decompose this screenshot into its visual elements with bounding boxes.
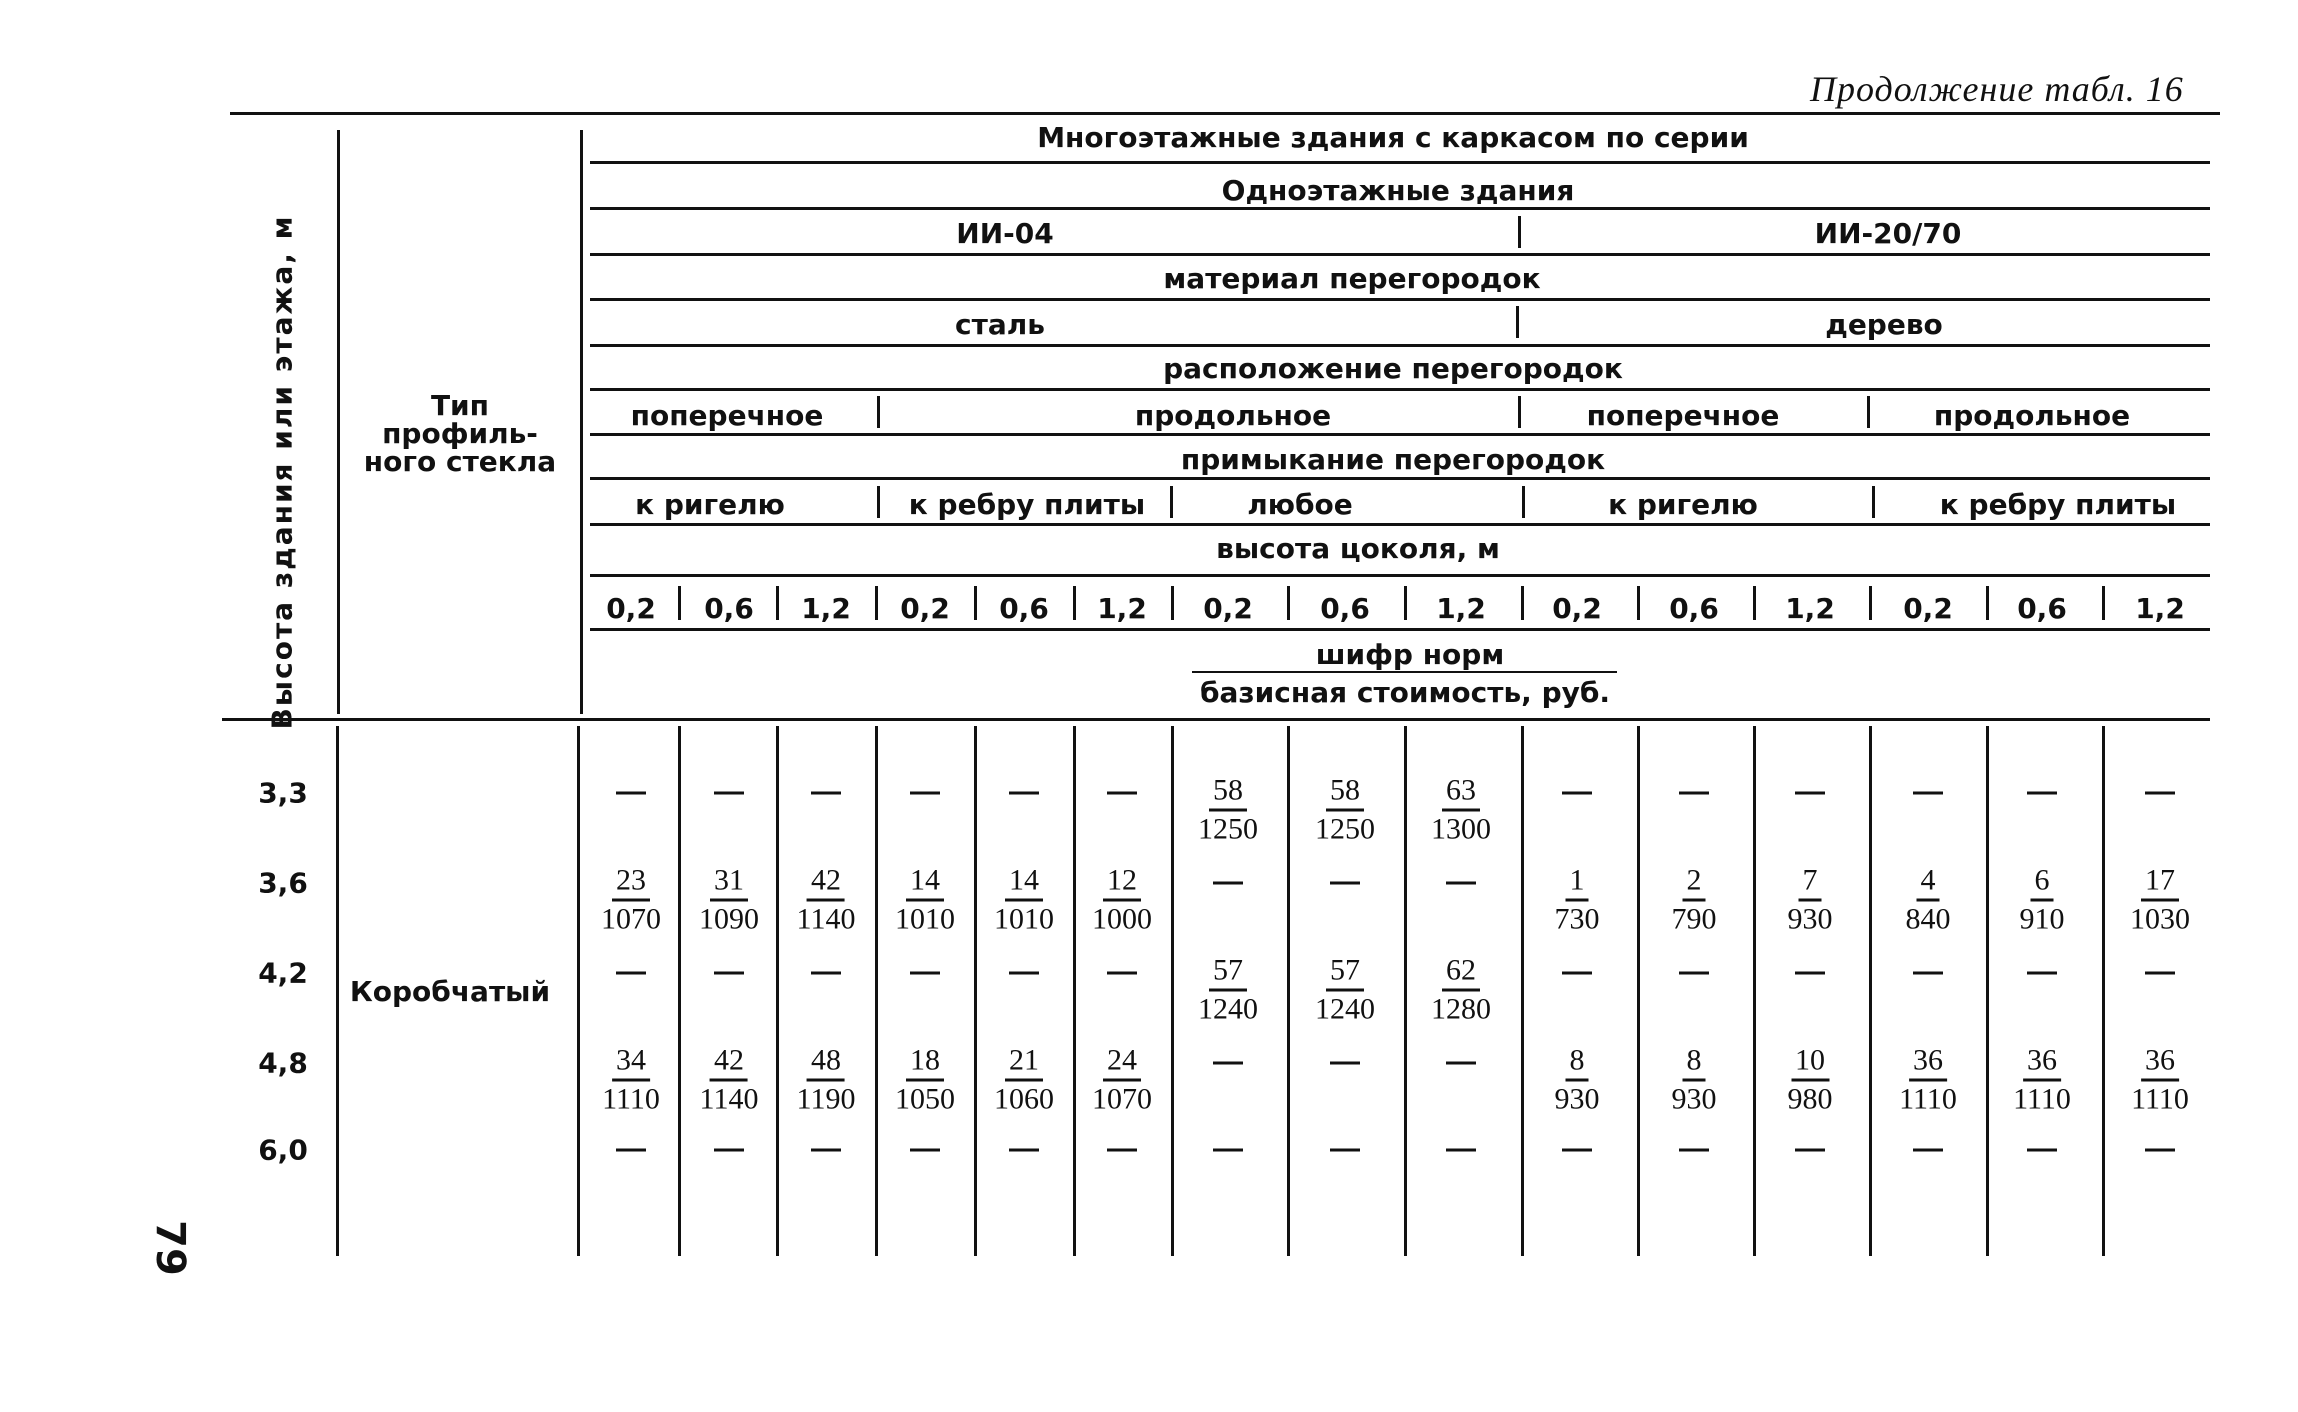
- body-column-rule: [1869, 726, 1872, 1256]
- body-column-rule: [1637, 726, 1640, 1256]
- empty-cell-dash: [1913, 972, 1943, 975]
- table-cell-fraction: [602, 1045, 660, 1116]
- norm-code: 57: [1209, 955, 1247, 992]
- code-header: шифр норм: [1315, 638, 1505, 671]
- sep-location-1: [877, 396, 880, 428]
- empty-cell-dash: [1446, 882, 1476, 885]
- plinth-height-4: 0,2: [900, 592, 950, 625]
- table-cell-fraction: [1672, 1045, 1717, 1116]
- base-cost: 1110: [602, 1082, 660, 1116]
- rule-plinth-label: [590, 574, 2210, 577]
- empty-cell-dash: [1213, 1062, 1243, 1065]
- table-cell-fraction: [994, 865, 1054, 936]
- norm-code: 24: [1103, 1045, 1141, 1082]
- empty-cell-dash: [1913, 792, 1943, 795]
- cost-header: базисная стоимость, руб.: [1199, 676, 1611, 709]
- table-cell-fraction: [1672, 865, 1717, 936]
- norm-code: 7: [1799, 865, 1822, 902]
- junction-slab-rib-2: к ребру плиты: [1939, 488, 2177, 521]
- table-cell-fraction: [1092, 865, 1152, 936]
- sep-location-3: [1867, 396, 1870, 428]
- plinth-height-12: 1,2: [1785, 592, 1835, 625]
- base-cost: 1140: [796, 902, 856, 936]
- sep-location-2: [1518, 396, 1521, 428]
- partition-material-header: материал перегородок: [1163, 262, 1541, 295]
- location-longitudinal-1: продольное: [1134, 399, 1332, 432]
- sep-junction-2: [1170, 486, 1173, 518]
- empty-cell-dash: [1562, 972, 1592, 975]
- base-cost: 1070: [601, 902, 661, 936]
- table-cell-fraction: [1315, 955, 1375, 1026]
- table-cell-fraction: [601, 865, 661, 936]
- empty-cell-dash: [1009, 792, 1039, 795]
- table-cell-fraction: [1431, 775, 1491, 846]
- base-cost: 1030: [2130, 902, 2190, 936]
- sep-materials: [1516, 306, 1519, 338]
- norm-code: 2: [1683, 865, 1706, 902]
- plinth-height-13: 0,2: [1903, 592, 1953, 625]
- plinth-separator: [1986, 586, 1989, 620]
- table-cell-fraction: [1906, 865, 1951, 936]
- plinth-height-5: 0,6: [999, 592, 1049, 625]
- empty-cell-dash: [811, 792, 841, 795]
- norm-code: 34: [612, 1045, 650, 1082]
- plinth-separator: [875, 586, 878, 620]
- series-ii04: ИИ-04: [956, 217, 1054, 250]
- norm-code: 14: [906, 865, 944, 902]
- location-transverse-2: поперечное: [1586, 399, 1780, 432]
- empty-cell-dash: [1679, 792, 1709, 795]
- rule-locations: [590, 433, 2210, 436]
- base-cost: 930: [1671, 1082, 1717, 1116]
- table-cell-fraction: [797, 1045, 856, 1116]
- base-cost: 1060: [994, 1082, 1054, 1116]
- row-height-label: 3,6: [258, 866, 308, 900]
- rule-plinth-heights: [590, 628, 2210, 631]
- norm-code: 58: [1326, 775, 1364, 812]
- empty-cell-dash: [1330, 882, 1360, 885]
- norm-code: 63: [1442, 775, 1480, 812]
- rule-v-left-body: [336, 726, 339, 1256]
- empty-cell-dash: [910, 1149, 940, 1152]
- base-cost: 1110: [2013, 1082, 2071, 1116]
- rule-junction-label: [590, 477, 2210, 480]
- empty-cell-dash: [1107, 972, 1137, 975]
- empty-cell-dash: [616, 972, 646, 975]
- body-column-rule: [2102, 726, 2105, 1256]
- plinth-height-7: 0,2: [1203, 592, 1253, 625]
- empty-cell-dash: [1679, 1149, 1709, 1152]
- norm-code: 58: [1209, 775, 1247, 812]
- plinth-separator: [1287, 586, 1290, 620]
- base-cost: 1300: [1431, 812, 1491, 846]
- table-caption: Продолжение табл. 16: [1810, 69, 2184, 109]
- header-bottom-rule: [222, 718, 2210, 721]
- body-column-rule: [678, 726, 681, 1256]
- empty-cell-dash: [2145, 972, 2175, 975]
- norm-code: 1: [1566, 865, 1589, 902]
- table-cell-fraction: [797, 865, 856, 936]
- rule-location-label: [590, 388, 2210, 391]
- base-cost: 1250: [1198, 812, 1258, 846]
- body-column-rule: [1404, 726, 1407, 1256]
- empty-cell-dash: [1795, 792, 1825, 795]
- body-column-rule: [974, 726, 977, 1256]
- empty-cell-dash: [2027, 1149, 2057, 1152]
- base-cost: 1010: [994, 902, 1054, 936]
- plinth-height-8: 0,6: [1320, 592, 1370, 625]
- plinth-height-10: 0,2: [1552, 592, 1602, 625]
- junction-crossbar-1: к ригелю: [635, 488, 785, 521]
- rule-materials: [590, 344, 2210, 347]
- empty-cell-dash: [1107, 792, 1137, 795]
- sep-junction-4: [1872, 486, 1875, 518]
- row-height-label: 6,0: [258, 1133, 308, 1167]
- sep-series: [1518, 216, 1521, 248]
- empty-cell-dash: [714, 792, 744, 795]
- norm-code: 21: [1005, 1045, 1043, 1082]
- plinth-separator: [1869, 586, 1872, 620]
- base-cost: 1070: [1092, 1082, 1152, 1116]
- body-column-rule: [1287, 726, 1290, 1256]
- plinth-height-15: 1,2: [2135, 592, 2185, 625]
- empty-cell-dash: [811, 1149, 841, 1152]
- table-cell-fraction: [2130, 865, 2190, 936]
- base-cost: 1110: [1899, 1082, 1957, 1116]
- plinth-height-14: 0,6: [2017, 592, 2067, 625]
- empty-cell-dash: [1446, 1149, 1476, 1152]
- building-type-header: Многоэтажные здания с каркасом по серии: [1037, 121, 1749, 154]
- base-cost: 1240: [1315, 992, 1375, 1026]
- body-column-rule: [1753, 726, 1756, 1256]
- base-cost: 1000: [1092, 902, 1152, 936]
- norm-code: 31: [710, 865, 748, 902]
- norm-code: 48: [807, 1045, 845, 1082]
- rule-single-storey: [590, 207, 2210, 210]
- body-column-rule: [875, 726, 878, 1256]
- base-cost: 1140: [699, 1082, 759, 1116]
- empty-cell-dash: [714, 972, 744, 975]
- empty-cell-dash: [714, 1149, 744, 1152]
- row-height-label: 4,8: [258, 1046, 308, 1080]
- plinth-separator: [1753, 586, 1756, 620]
- rule-material-label: [590, 298, 2210, 301]
- base-cost: 930: [1787, 902, 1833, 936]
- empty-cell-dash: [1795, 972, 1825, 975]
- norm-code: 57: [1326, 955, 1364, 992]
- norm-code: 17: [2141, 865, 2179, 902]
- base-cost: 1010: [895, 902, 955, 936]
- norm-code: 18: [906, 1045, 944, 1082]
- plinth-separator: [1404, 586, 1407, 620]
- empty-cell-dash: [1009, 1149, 1039, 1152]
- plinth-height-9: 1,2: [1436, 592, 1486, 625]
- empty-cell-dash: [1330, 1149, 1360, 1152]
- base-cost: 1050: [895, 1082, 955, 1116]
- rule-v-type-body: [577, 726, 580, 1256]
- base-cost: 1240: [1198, 992, 1258, 1026]
- empty-cell-dash: [1213, 1149, 1243, 1152]
- table-cell-fraction: [895, 865, 955, 936]
- table-cell-fraction: [895, 1045, 955, 1116]
- empty-cell-dash: [616, 792, 646, 795]
- plinth-separator: [1073, 586, 1076, 620]
- empty-cell-dash: [1213, 882, 1243, 885]
- table-cell-fraction: [1788, 1045, 1833, 1116]
- row-axis-label: Высота здания или этажа, м: [265, 214, 299, 730]
- table-cell-fraction: [699, 865, 759, 936]
- norm-code: 4: [1917, 865, 1940, 902]
- base-cost: 790: [1671, 902, 1717, 936]
- empty-cell-dash: [616, 1149, 646, 1152]
- table-cell-fraction: [2013, 1045, 2071, 1116]
- empty-cell-dash: [1330, 1062, 1360, 1065]
- table-cell-fraction: [1555, 1045, 1600, 1116]
- base-cost: 1110: [2131, 1082, 2189, 1116]
- rule-series: [590, 253, 2210, 256]
- empty-cell-dash: [910, 792, 940, 795]
- table-cell-fraction: [1315, 775, 1375, 846]
- norm-code: 42: [710, 1045, 748, 1082]
- table-cell-fraction: [1198, 775, 1258, 846]
- row-height-label: 4,2: [258, 956, 308, 990]
- body-column-rule: [776, 726, 779, 1256]
- plinth-separator: [776, 586, 779, 620]
- table-cell-fraction: [2131, 1045, 2189, 1116]
- norm-code: 8: [1683, 1045, 1706, 1082]
- plinth-height-1: 0,2: [606, 592, 656, 625]
- sep-junction-1: [877, 486, 880, 518]
- norm-code: 36: [1909, 1045, 1947, 1082]
- base-cost: 840: [1905, 902, 1951, 936]
- empty-cell-dash: [2145, 792, 2175, 795]
- plinth-separator: [678, 586, 681, 620]
- base-cost: 1250: [1315, 812, 1375, 846]
- partition-location-header: расположение перегородок: [1163, 352, 1623, 385]
- table-cell-fraction: [994, 1045, 1054, 1116]
- table-cell-fraction: [1198, 955, 1258, 1026]
- empty-cell-dash: [2027, 972, 2057, 975]
- norm-code: 6: [2031, 865, 2054, 902]
- norm-code: 10: [1791, 1045, 1829, 1082]
- empty-cell-dash: [1562, 792, 1592, 795]
- junction-slab-rib-1: к ребру плиты: [908, 488, 1146, 521]
- empty-cell-dash: [1795, 1149, 1825, 1152]
- norm-code: 36: [2023, 1045, 2061, 1082]
- rule-building-type: [590, 161, 2210, 164]
- empty-cell-dash: [910, 972, 940, 975]
- plinth-separator: [2102, 586, 2105, 620]
- body-column-rule: [1986, 726, 1989, 1256]
- glass-type-header: Тип профиль-ного стекла: [363, 389, 557, 478]
- rule-junctions: [590, 523, 2210, 526]
- plinth-separator: [1171, 586, 1174, 620]
- junction-crossbar-2: к ригелю: [1608, 488, 1758, 521]
- page-number: 79: [147, 1220, 193, 1276]
- table-cell-fraction: [1555, 865, 1600, 936]
- plinth-height-11: 0,6: [1669, 592, 1719, 625]
- norm-code: 42: [807, 865, 845, 902]
- plinth-separator: [1637, 586, 1640, 620]
- empty-cell-dash: [1679, 972, 1709, 975]
- empty-cell-dash: [1107, 1149, 1137, 1152]
- base-cost: 1090: [699, 902, 759, 936]
- base-cost: 1280: [1431, 992, 1491, 1026]
- empty-cell-dash: [1446, 1062, 1476, 1065]
- top-rule: [230, 112, 2220, 115]
- table-cell-fraction: [1899, 1045, 1957, 1116]
- table-cell-fraction: [700, 1045, 759, 1116]
- body-column-rule: [1073, 726, 1076, 1256]
- norm-code: 62: [1442, 955, 1480, 992]
- empty-cell-dash: [1913, 1149, 1943, 1152]
- empty-cell-dash: [2027, 792, 2057, 795]
- empty-cell-dash: [1009, 972, 1039, 975]
- series-ii2070: ИИ-20/70: [1814, 217, 1962, 250]
- plinth-height-3: 1,2: [801, 592, 851, 625]
- material-wood: дерево: [1825, 308, 1943, 341]
- junction-any: любое: [1247, 488, 1353, 521]
- plinth-height-2: 0,6: [704, 592, 754, 625]
- table-cell-fraction: [1431, 955, 1491, 1026]
- glass-type-cell: Коробчатый: [349, 975, 551, 1008]
- body-column-rule: [1171, 726, 1174, 1256]
- base-cost: 980: [1787, 1082, 1833, 1116]
- location-transverse-1: поперечное: [630, 399, 824, 432]
- sep-junction-3: [1522, 486, 1525, 518]
- norm-code: 14: [1005, 865, 1043, 902]
- plinth-separator: [974, 586, 977, 620]
- empty-cell-dash: [1562, 1149, 1592, 1152]
- body-column-rule: [1521, 726, 1524, 1256]
- rule-v-type: [580, 130, 583, 714]
- single-storey-header: Одноэтажные здания: [1221, 174, 1575, 207]
- base-cost: 930: [1554, 1082, 1600, 1116]
- base-cost: 730: [1554, 902, 1600, 936]
- norm-code: 12: [1103, 865, 1141, 902]
- rule-code-cost: [1192, 671, 1617, 673]
- norm-code: 23: [612, 865, 650, 902]
- plinth-separator: [1521, 586, 1524, 620]
- plinth-height-header: высота цоколя, м: [1216, 532, 1500, 565]
- table-cell-fraction: [1788, 865, 1833, 936]
- empty-cell-dash: [2145, 1149, 2175, 1152]
- base-cost: 910: [2019, 902, 2065, 936]
- table-cell-fraction: [2020, 865, 2065, 936]
- table-cell-fraction: [1092, 1045, 1152, 1116]
- norm-code: 8: [1566, 1045, 1589, 1082]
- material-steel: сталь: [955, 308, 1045, 341]
- rule-v-left: [337, 130, 340, 714]
- norm-code: 36: [2141, 1045, 2179, 1082]
- base-cost: 1190: [796, 1082, 856, 1116]
- plinth-height-6: 1,2: [1097, 592, 1147, 625]
- row-height-label: 3,3: [258, 776, 308, 810]
- partition-junction-header: примыкание перегородок: [1180, 443, 1606, 476]
- location-longitudinal-2: продольное: [1933, 399, 2131, 432]
- empty-cell-dash: [811, 972, 841, 975]
